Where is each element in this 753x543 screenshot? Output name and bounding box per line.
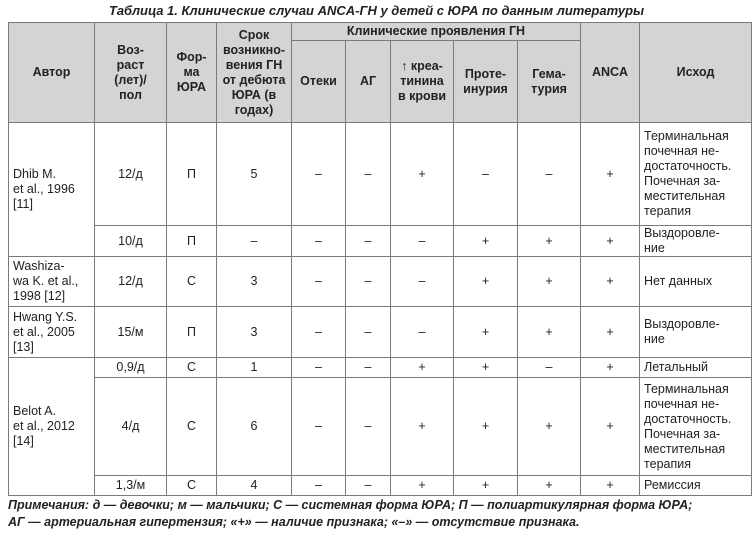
onset-cell: 3 [217,257,292,307]
edema-cell: – [292,123,346,226]
outcome-cell: Терминальная почечная не- достаточность. Почечная за- местительная терапия [640,378,752,476]
hematuria-cell: + [518,378,581,476]
age-sex-cell: 10/д [95,226,167,257]
onset-cell: 5 [217,123,292,226]
hypertension-cell: – [346,257,391,307]
hematuria-cell: – [518,123,581,226]
jra-form-cell: С [167,378,217,476]
outcome-cell: Выздоровле- ние [640,307,752,358]
creatinine-cell: + [391,378,454,476]
onset-cell: 1 [217,358,292,378]
table-row [9,307,752,358]
header-hematuria: Гема- турия [518,41,581,123]
proteinuria-cell: + [454,226,518,257]
hypertension-cell: – [346,307,391,358]
header-anca: ANCA [581,23,640,123]
hypertension-cell: – [346,358,391,378]
edema-cell: – [292,378,346,476]
proteinuria-cell: + [454,358,518,378]
hematuria-cell: + [518,307,581,358]
author-cell: Hwang Y.S. et al., 2005 [13] [9,307,95,358]
hematuria-cell: + [518,476,581,496]
author-cell: Dhib M. et al., 1996 [11] [9,123,95,257]
table-row [9,476,752,496]
outcome-cell: Выздоровле- ние [640,226,752,257]
jra-form-cell: С [167,257,217,307]
anca-cell: + [581,226,640,257]
table-body [9,123,752,496]
hypertension-cell: – [346,123,391,226]
edema-cell: – [292,358,346,378]
jra-form-cell: П [167,307,217,358]
creatinine-cell: + [391,476,454,496]
jra-form-cell: С [167,358,217,378]
outcome-cell: Терминальная почечная не- достаточность. Почечная за- местительная терапия [640,123,752,226]
table-notes [8,497,753,531]
table-caption: Таблица 1. Клинические случаи ANCA-ГН у детей с ЮРА по данным литературы [108,3,645,18]
onset-cell: – [217,226,292,257]
table-row [9,358,752,378]
header-onset-years: Срок возникно- вения ГН от дебюта ЮРА (в годах) [217,23,292,123]
anca-cell: + [581,307,640,358]
author-cell: Belot A. et al., 2012 [14] [9,358,95,496]
table-row [9,378,752,476]
hypertension-cell: – [346,378,391,476]
jra-form-cell: П [167,226,217,257]
edema-cell: – [292,257,346,307]
creatinine-cell: – [391,257,454,307]
jra-form-cell: С [167,476,217,496]
age-sex-cell: 0,9/д [95,358,167,378]
header-hypertension: АГ [346,41,391,123]
header-edema: Отеки [292,41,346,123]
table-row [9,123,752,226]
anca-cell: + [581,358,640,378]
note-line: АГ — артериальная гипертензия; «+» — наличие признака; «–» — отсутствие признака. [8,515,580,529]
table-row [9,257,752,307]
age-sex-cell: 4/д [95,378,167,476]
age-sex-cell: 15/м [95,307,167,358]
hypertension-cell: – [346,226,391,257]
header-jra-form: Фор- ма ЮРА [167,23,217,123]
age-sex-cell: 12/д [95,257,167,307]
edema-cell: – [292,226,346,257]
creatinine-cell: – [391,307,454,358]
literature-cases-table [8,22,752,496]
header-age-sex: Воз- раст (лет)/ пол [95,23,167,123]
hypertension-cell: – [346,476,391,496]
proteinuria-cell: + [454,476,518,496]
outcome-cell: Летальный [640,358,752,378]
proteinuria-cell: – [454,123,518,226]
table-row [9,226,752,257]
note-line: Примечания: д — девочки; м — мальчики; С — системная форма ЮРА; П — полиартикулярная форма ЮРА; [8,498,693,512]
proteinuria-cell: + [454,378,518,476]
jra-form-cell: П [167,123,217,226]
header-clinical-manifestations: Клинические проявления ГН [292,23,581,41]
edema-cell: – [292,476,346,496]
age-sex-cell: 1,3/м [95,476,167,496]
creatinine-cell: + [391,358,454,378]
hematuria-cell: + [518,226,581,257]
anca-cell: + [581,257,640,307]
outcome-cell: Ремиссия [640,476,752,496]
author-cell: Washiza- wa K. et al., 1998 [12] [9,257,95,307]
proteinuria-cell: + [454,257,518,307]
anca-cell: + [581,123,640,226]
hematuria-cell: + [518,257,581,307]
anca-cell: + [581,378,640,476]
creatinine-cell: + [391,123,454,226]
proteinuria-cell: + [454,307,518,358]
outcome-cell: Нет данных [640,257,752,307]
edema-cell: – [292,307,346,358]
age-sex-cell: 12/д [95,123,167,226]
onset-cell: 6 [217,378,292,476]
creatinine-cell: – [391,226,454,257]
header-proteinuria: Проте- инурия [454,41,518,123]
header-outcome: Исход [640,23,752,123]
onset-cell: 4 [217,476,292,496]
anca-cell: + [581,476,640,496]
header-creatinine: ↑ креа- тинина в крови [391,41,454,123]
onset-cell: 3 [217,307,292,358]
hematuria-cell: – [518,358,581,378]
header-author: Автор [9,23,95,123]
